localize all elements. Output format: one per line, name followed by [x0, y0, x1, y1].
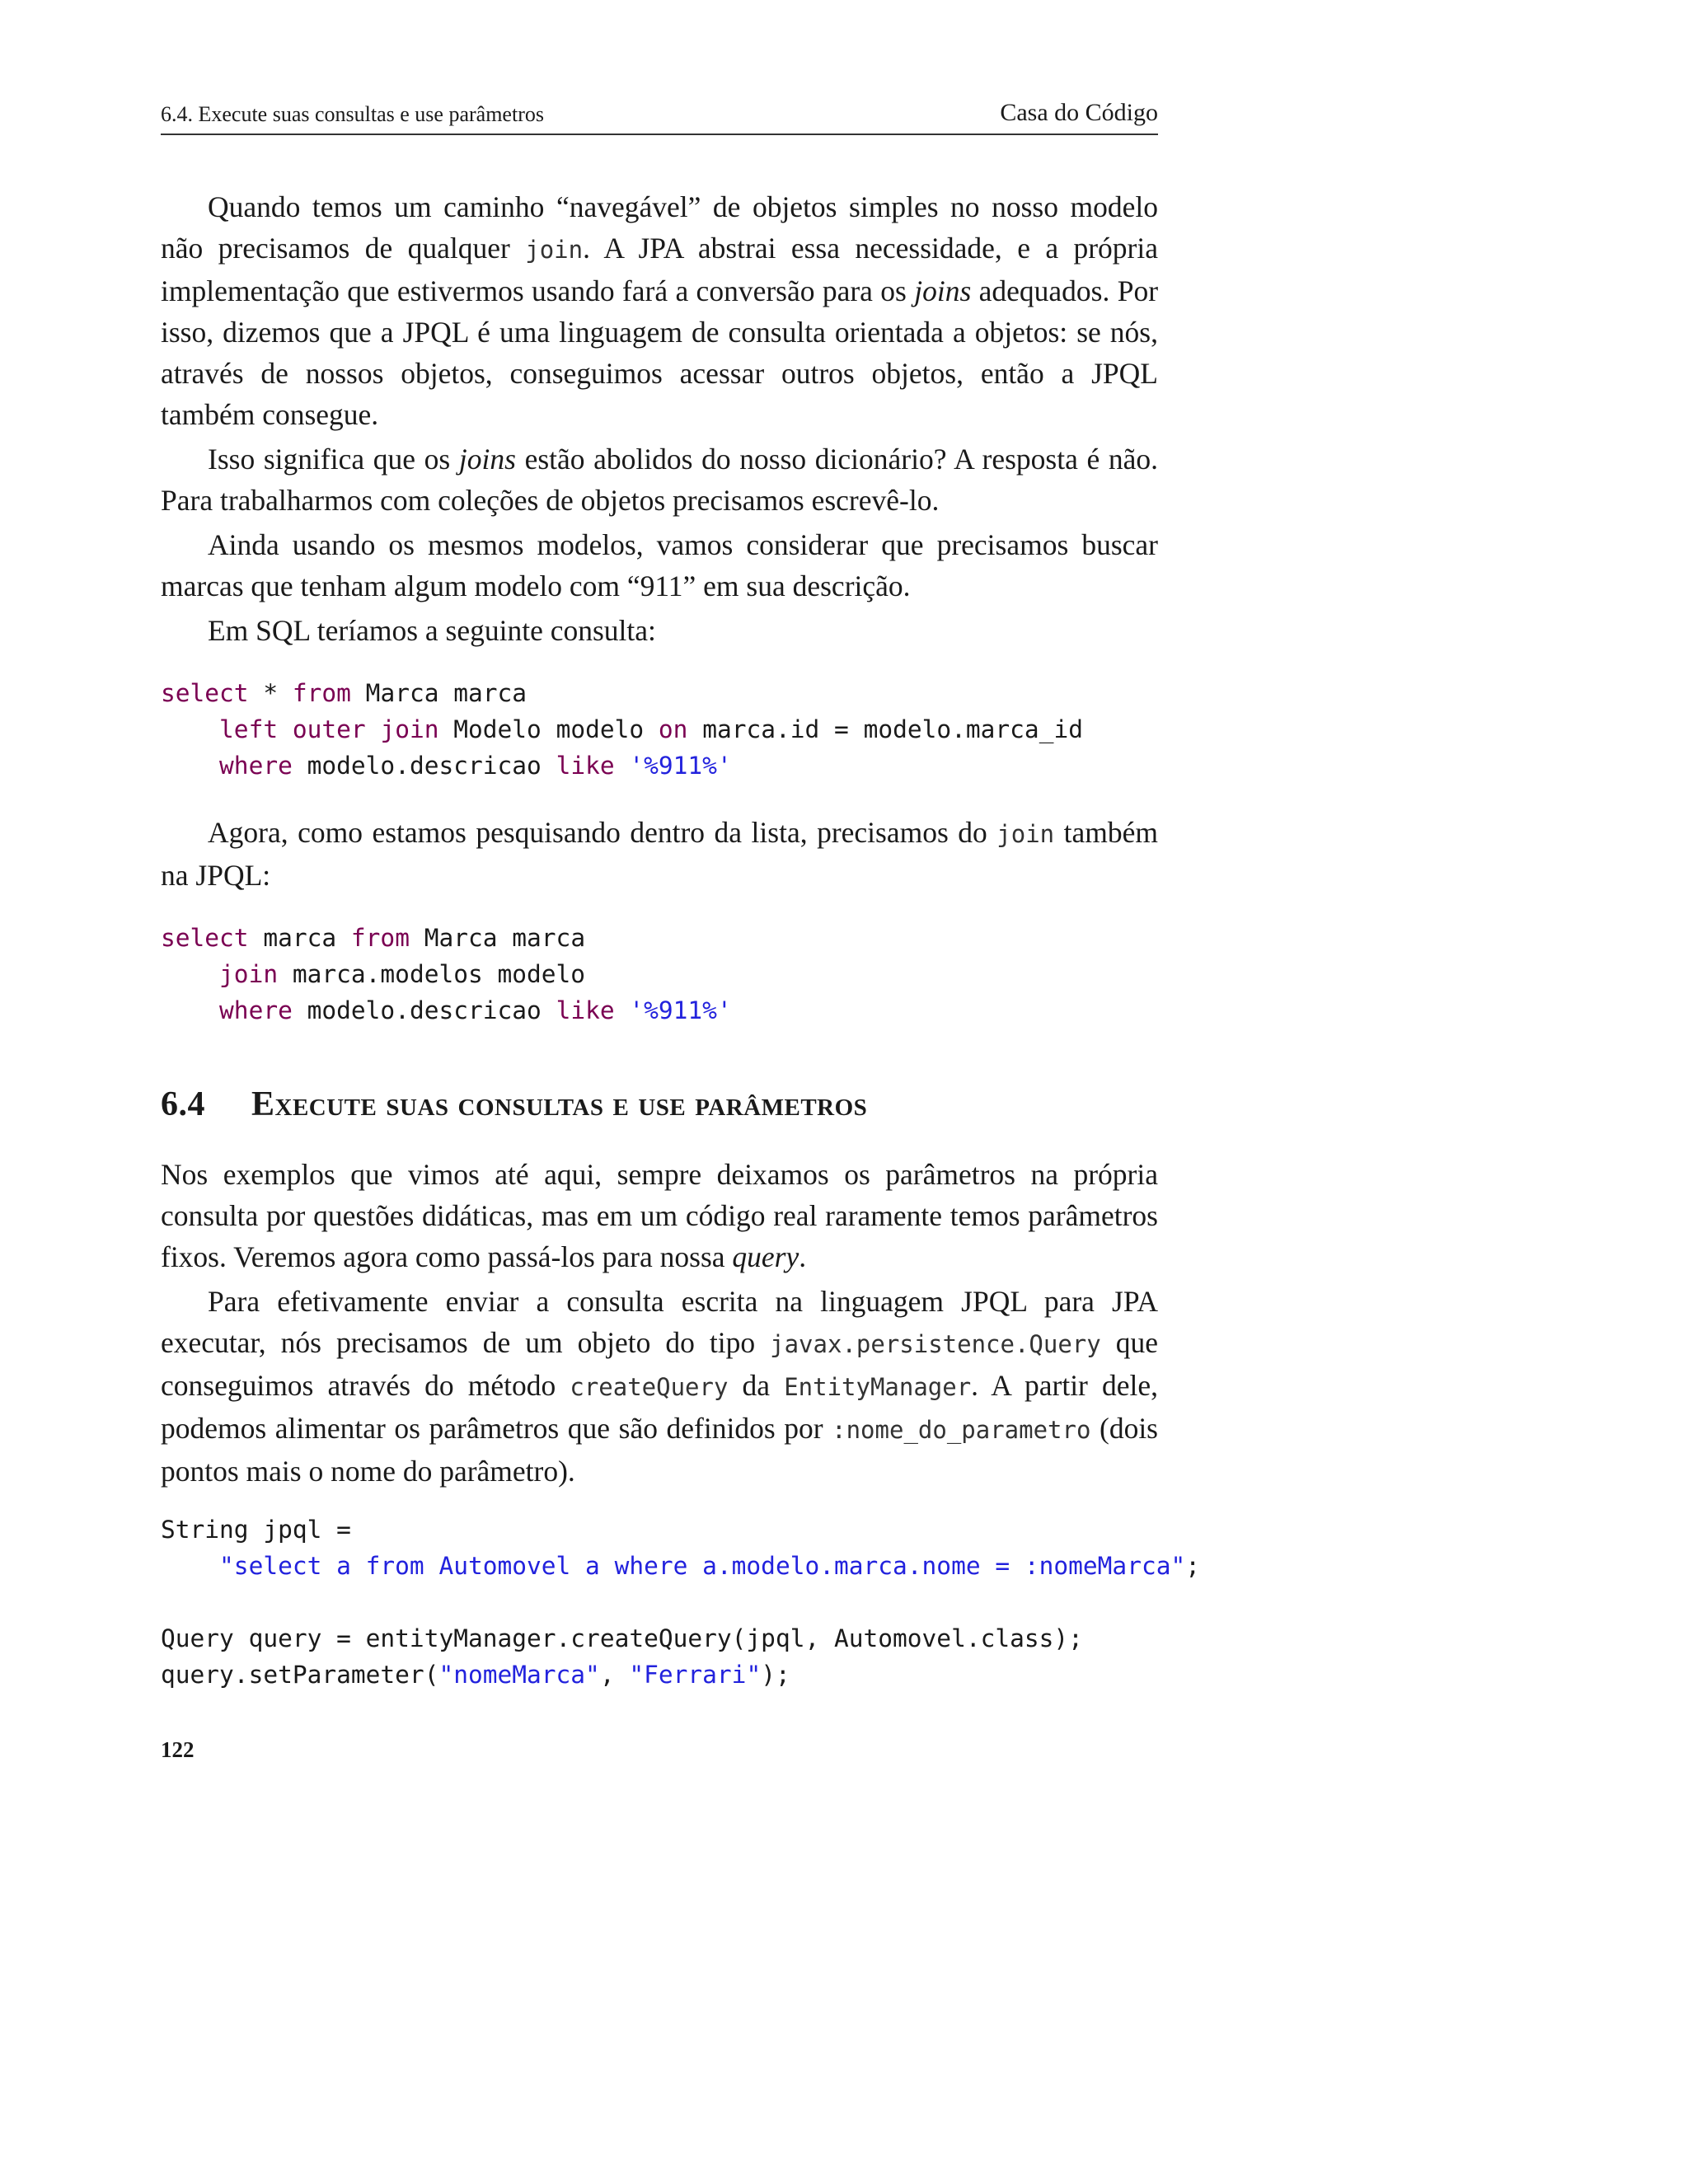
paragraph-4: Em SQL teríamos a seguinte consulta: — [208, 614, 656, 647]
inline-code-query-type: javax.persistence.Query — [770, 1330, 1101, 1358]
code-block-java: String jpql = "select a from Automovel a where a.modelo.marca.nome = :nomeMarca"; Query query = entityManager.createQuery(jpql, Automovel.class); query.setParameter("nomeMarca", "Ferrari"); — [161, 1516, 1201, 1689]
inline-code-param: :nome_do_parametro — [832, 1416, 1091, 1444]
header-section-ref: 6.4. Execute suas consultas e use parâmetros — [161, 102, 544, 126]
section-paragraphs — [161, 1154, 1158, 1492]
code-block-jpql: select marca from Marca marca join marca.modelos modelo where modelo.descricao like '%911%' — [161, 924, 732, 1024]
page-number: 122 — [161, 1737, 195, 1762]
inline-code-join-2: join — [996, 820, 1055, 848]
paragraph-5: Agora, como estamos pesquisando dentro da lista, precisamos do join também na JPQL: — [161, 816, 1159, 892]
section-title: Execute suas consultas e use parâmetros — [251, 1085, 868, 1123]
section-number: 6.4 — [161, 1085, 205, 1123]
inline-code-createquery: createQuery — [570, 1373, 729, 1401]
paragraph-7: Para efetivamente enviar a consulta escrita na linguagem JPQL para JPA executar, nós precisamos de um objeto do tipo javax.persistence.Query que conseguimos através do método createQuery da EntityManager. A partir dele, podemos alimentar os parâmetros que são definidos por :nome_do_parametro (dois pontos mais o nome do parâmetro). — [161, 1285, 1159, 1488]
intro-paragraphs — [161, 186, 1158, 651]
running-header — [161, 99, 1158, 135]
header-publisher: Casa do Código — [1000, 99, 1158, 126]
code-block-sql: select * from Marca marca left outer join Modelo modelo on marca.id = modelo.marca_id where modelo.descricao like '%911%' — [161, 679, 1083, 780]
paragraph-3: Ainda usando os mesmos modelos, vamos considerar que precisamos buscar marcas que tenham algum modelo com “911” em sua descrição. — [161, 528, 1158, 602]
paragraph-5-block — [161, 812, 1158, 896]
inline-code-join: join — [525, 236, 584, 264]
paragraph-2: Isso significa que os joins estão abolidos do nosso dicionário? A resposta é não. Para trabalharmos com coleções de objetos precisamos escrevê-lo. — [161, 443, 1159, 517]
paragraph-1: Quando temos um caminho “navegável” de objetos simples no nosso modelo não precisamos de qualquer join. A JPA abstrai essa necessidade, e a própria implementação que estivermos usando fará a conversão para os joins adequados. Por isso, dizemos que a JPQL é uma linguagem de consulta orientada a objetos: se nós, através de nossos objetos, conseguimos acessar outros objetos, então a JPQL também consegue. — [161, 190, 1159, 431]
section-heading — [161, 1085, 1158, 1124]
inline-code-entitymanager: EntityManager — [784, 1373, 972, 1401]
paragraph-6: Nos exemplos que vimos até aqui, sempre deixamos os parâmetros na própria consulta por questões didáticas, mas em um código real raramente temos parâmetros fixos. Veremos agora como passá-los para nossa query. — [161, 1158, 1158, 1273]
